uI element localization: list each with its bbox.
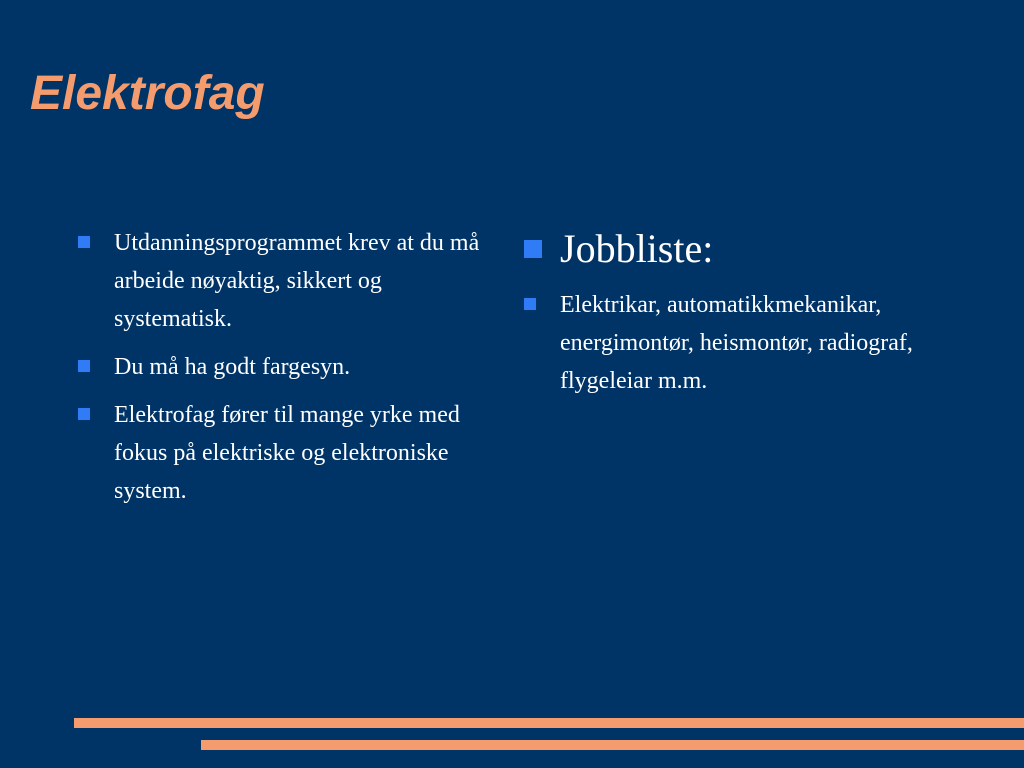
bullet-text: Du må ha godt fargesyn. <box>114 354 351 380</box>
list-item <box>524 286 944 400</box>
bullet-text: Utdanningsprogrammet krev at du må arbeide nøyaktig, sikkert og systematisk. <box>114 230 480 332</box>
square-bullet-icon <box>524 240 542 258</box>
square-bullet-icon <box>78 236 90 248</box>
bullet-text: Elektrikar, automatikkmekanikar, energimontør, heismontør, radiograf, flygeleiar m.m. <box>560 292 913 394</box>
list-item <box>78 224 498 338</box>
heading-text: Jobbliste: <box>560 226 714 271</box>
left-bullet-list <box>78 224 498 520</box>
job-list-heading <box>524 224 944 274</box>
list-item <box>78 348 498 386</box>
right-bullet-list <box>524 224 944 400</box>
square-bullet-icon <box>78 360 90 372</box>
list-item <box>78 396 498 510</box>
square-bullet-icon <box>78 408 90 420</box>
bullet-text: Elektrofag fører til mange yrke med fokus på elektriske og elektroniske system. <box>114 402 460 504</box>
square-bullet-icon <box>524 298 536 310</box>
decorative-stripe-top <box>74 718 1024 728</box>
decorative-stripe-bottom <box>201 740 1024 750</box>
slide-title: Elektrofag <box>30 67 265 120</box>
